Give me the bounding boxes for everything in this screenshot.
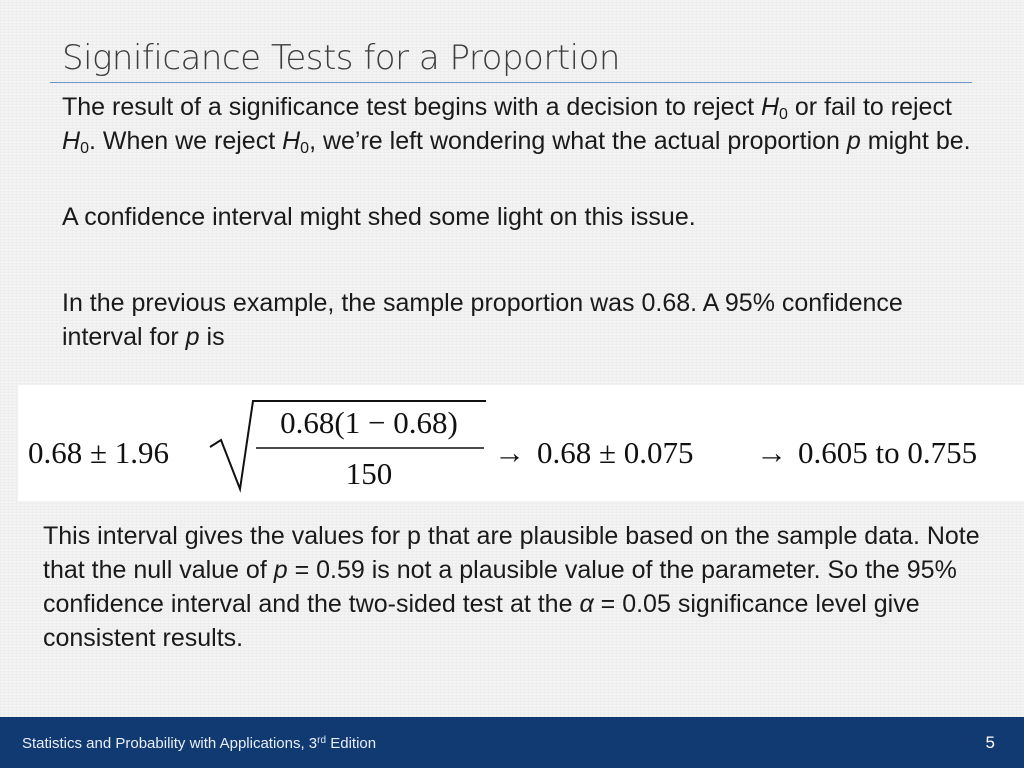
slide-title: Significance Tests for a Proportion bbox=[62, 38, 620, 78]
subscript-zero: 0 bbox=[300, 140, 310, 157]
null-hypothesis-symbol: H bbox=[62, 127, 81, 155]
conclusion-text-a: This interval gives the values for p that are plausible based on the sample data. Note that the null value of bbox=[43, 522, 980, 584]
title-divider bbox=[50, 82, 972, 83]
confidence-interval-formula bbox=[28, 391, 1018, 495]
subscript-zero: 0 bbox=[80, 140, 89, 157]
paragraph-confidence-interval: A confidence interval might shed some light on this issue. bbox=[62, 203, 696, 231]
arrow-2: → bbox=[756, 435, 787, 470]
page-number: 5 bbox=[985, 733, 995, 752]
null-hypothesis-symbol: H bbox=[282, 127, 301, 155]
proportion-symbol: p bbox=[185, 323, 200, 351]
proportion-symbol: p bbox=[273, 556, 288, 584]
formula-numerator: 0.68(1 − 0.68) bbox=[280, 405, 458, 440]
formula-left: 0.68 ± 1.96 bbox=[28, 435, 170, 470]
example-text-a: In the previous example, the sample proportion was 0.68. A 95% confidence interval for bbox=[62, 289, 903, 351]
conclusion-text-c: = 0.05 significance level give consistent results. bbox=[43, 590, 920, 652]
paragraph-intro bbox=[62, 90, 982, 158]
alpha-symbol: α bbox=[579, 590, 594, 618]
footer-edition-superscript: rd bbox=[317, 735, 327, 746]
paragraph-previous-example bbox=[62, 286, 922, 354]
formula-middle: 0.68 ± 0.075 bbox=[537, 435, 694, 470]
example-text-b: is bbox=[199, 323, 225, 351]
intro-text-e: might be. bbox=[860, 127, 971, 155]
arrow-1: → bbox=[494, 435, 525, 470]
footer-book-title bbox=[22, 735, 376, 752]
footer-bar bbox=[0, 717, 1024, 768]
intro-text-a: The result of a significance test begins with a decision to reject bbox=[62, 93, 761, 121]
footer-book-title-a: Statistics and Probability with Applications, 3 bbox=[22, 735, 318, 752]
subscript-zero: 0 bbox=[779, 106, 788, 123]
intro-text-b: or fail to reject bbox=[787, 93, 952, 121]
intro-text-c: . When we reject bbox=[88, 127, 283, 155]
intro-text-d: , we’re left wondering what the actual proportion bbox=[309, 127, 847, 155]
conclusion-text-b: = 0.59 is not a plausible value of the parameter. So the 95% confidence interval and the two-sided test at the bbox=[43, 556, 957, 618]
formula-result: 0.605 to 0.755 bbox=[798, 435, 978, 470]
formula-denominator: 150 bbox=[345, 456, 393, 491]
proportion-symbol: p bbox=[846, 127, 861, 155]
null-hypothesis-symbol: H bbox=[760, 93, 780, 121]
formula-panel bbox=[18, 385, 1024, 501]
footer-book-title-b: Edition bbox=[326, 735, 377, 752]
paragraph-conclusion bbox=[43, 519, 983, 655]
